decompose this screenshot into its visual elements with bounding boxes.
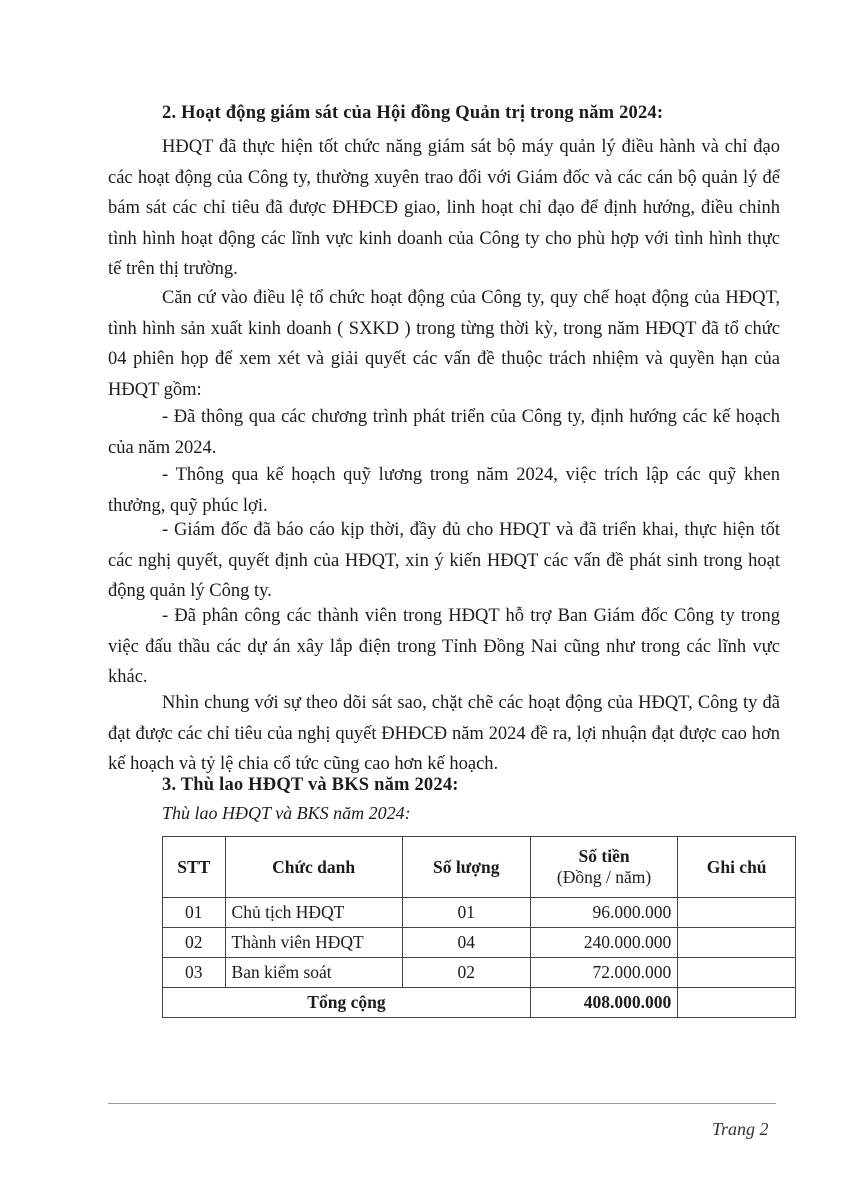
cell-amount: 72.000.000 bbox=[530, 958, 677, 988]
table-row bbox=[163, 898, 796, 928]
bullet-item-1: - Đã thông qua các chương trình phát triển của Công ty, định hướng các kế hoạch của năm 2024. bbox=[108, 407, 780, 458]
cell-note bbox=[678, 898, 796, 928]
cell-note bbox=[678, 928, 796, 958]
bullet-item-4: - Đã phân công các thành viên trong HĐQT hỗ trợ Ban Giám đốc Công ty trong việc đấu thầu các dự án xây lắp điện trong Tỉnh Đồng Nai cũng như trong các lĩnh vực khác. bbox=[108, 606, 780, 687]
header-amount bbox=[530, 837, 677, 898]
table-total-row bbox=[163, 988, 796, 1018]
cell-stt: 02 bbox=[163, 928, 226, 958]
cell-stt: 01 bbox=[163, 898, 226, 928]
total-label: Tổng cộng bbox=[163, 988, 531, 1018]
cell-quantity: 02 bbox=[402, 958, 530, 988]
cell-quantity: 04 bbox=[402, 928, 530, 958]
section-2-heading: 2. Hoạt động giám sát của Hội đồng Quản trị trong năm 2024: bbox=[162, 103, 664, 123]
section-3-heading: 3. Thù lao HĐQT và BKS năm 2024: bbox=[162, 775, 459, 795]
cell-amount: 96.000.000 bbox=[530, 898, 677, 928]
table-row bbox=[163, 928, 796, 958]
remuneration-table bbox=[162, 836, 796, 1018]
cell-amount: 240.000.000 bbox=[530, 928, 677, 958]
table-header-row bbox=[163, 837, 796, 898]
section-2-paragraph-1: HĐQT đã thực hiện tốt chức năng giám sát bộ máy quản lý điều hành và chỉ đạo các hoạt động của Công ty, thường xuyên trao đổi với Giám đốc và các cán bộ quản lý để bám sát các chỉ tiêu đã được ĐHĐCĐ giao, linh hoạt chỉ đạo để định hướng, điều chỉnh tình hình hoạt động các lĩnh vực kinh doanh của Công ty cho phù hợp với tình hình thực tế trên thị trường. bbox=[108, 137, 780, 279]
cell-title: Chủ tịch HĐQT bbox=[225, 898, 402, 928]
header-note: Ghi chú bbox=[678, 837, 796, 898]
bullet-item-3: - Giám đốc đã báo cáo kịp thời, đầy đủ cho HĐQT và đã triển khai, thực hiện tốt các nghị quyết, quyết định của HĐQT, xin ý kiến HĐQT các vấn đề phát sinh trong hoạt động quản lý Công ty. bbox=[108, 520, 780, 601]
cell-title: Thành viên HĐQT bbox=[225, 928, 402, 958]
total-note bbox=[678, 988, 796, 1018]
header-stt: STT bbox=[163, 837, 226, 898]
header-quantity: Số lượng bbox=[402, 837, 530, 898]
table-caption: Thù lao HĐQT và BKS năm 2024: bbox=[162, 803, 411, 823]
section-2-paragraph-3: Nhìn chung với sự theo dõi sát sao, chặt chẽ các hoạt động của HĐQT, Công ty đã đạt được các chỉ tiêu của nghị quyết ĐHĐCĐ năm 2024 đề ra, lợi nhuận đạt được cao hơn kế hoạch và tỷ lệ chia cổ tức cũng cao hơn kế hoạch. bbox=[108, 693, 780, 774]
cell-stt: 03 bbox=[163, 958, 226, 988]
cell-note bbox=[678, 958, 796, 988]
header-title: Chức danh bbox=[225, 837, 402, 898]
bullet-item-2: - Thông qua kế hoạch quỹ lương trong năm 2024, việc trích lập các quỹ khen thưởng, quỹ phúc lợi. bbox=[108, 465, 780, 516]
table-row bbox=[163, 958, 796, 988]
footer-divider bbox=[108, 1103, 776, 1104]
total-amount: 408.000.000 bbox=[530, 988, 677, 1018]
page-number: Trang 2 bbox=[712, 1119, 769, 1139]
header-amount-unit: (Đồng / năm) bbox=[556, 867, 652, 887]
header-amount-label: Số tiền bbox=[578, 846, 630, 866]
cell-quantity: 01 bbox=[402, 898, 530, 928]
cell-title: Ban kiểm soát bbox=[225, 958, 402, 988]
section-2-paragraph-2: Căn cứ vào điều lệ tổ chức hoạt động của Công ty, quy chế hoạt động của HĐQT, tình hình sản xuất kinh doanh ( SXKD ) trong từng thời kỳ, trong năm HĐQT đã tổ chức 04 phiên họp để xem xét và giải quyết các vấn đề thuộc trách nhiệm và quyền hạn của HĐQT gồm: bbox=[108, 288, 780, 400]
